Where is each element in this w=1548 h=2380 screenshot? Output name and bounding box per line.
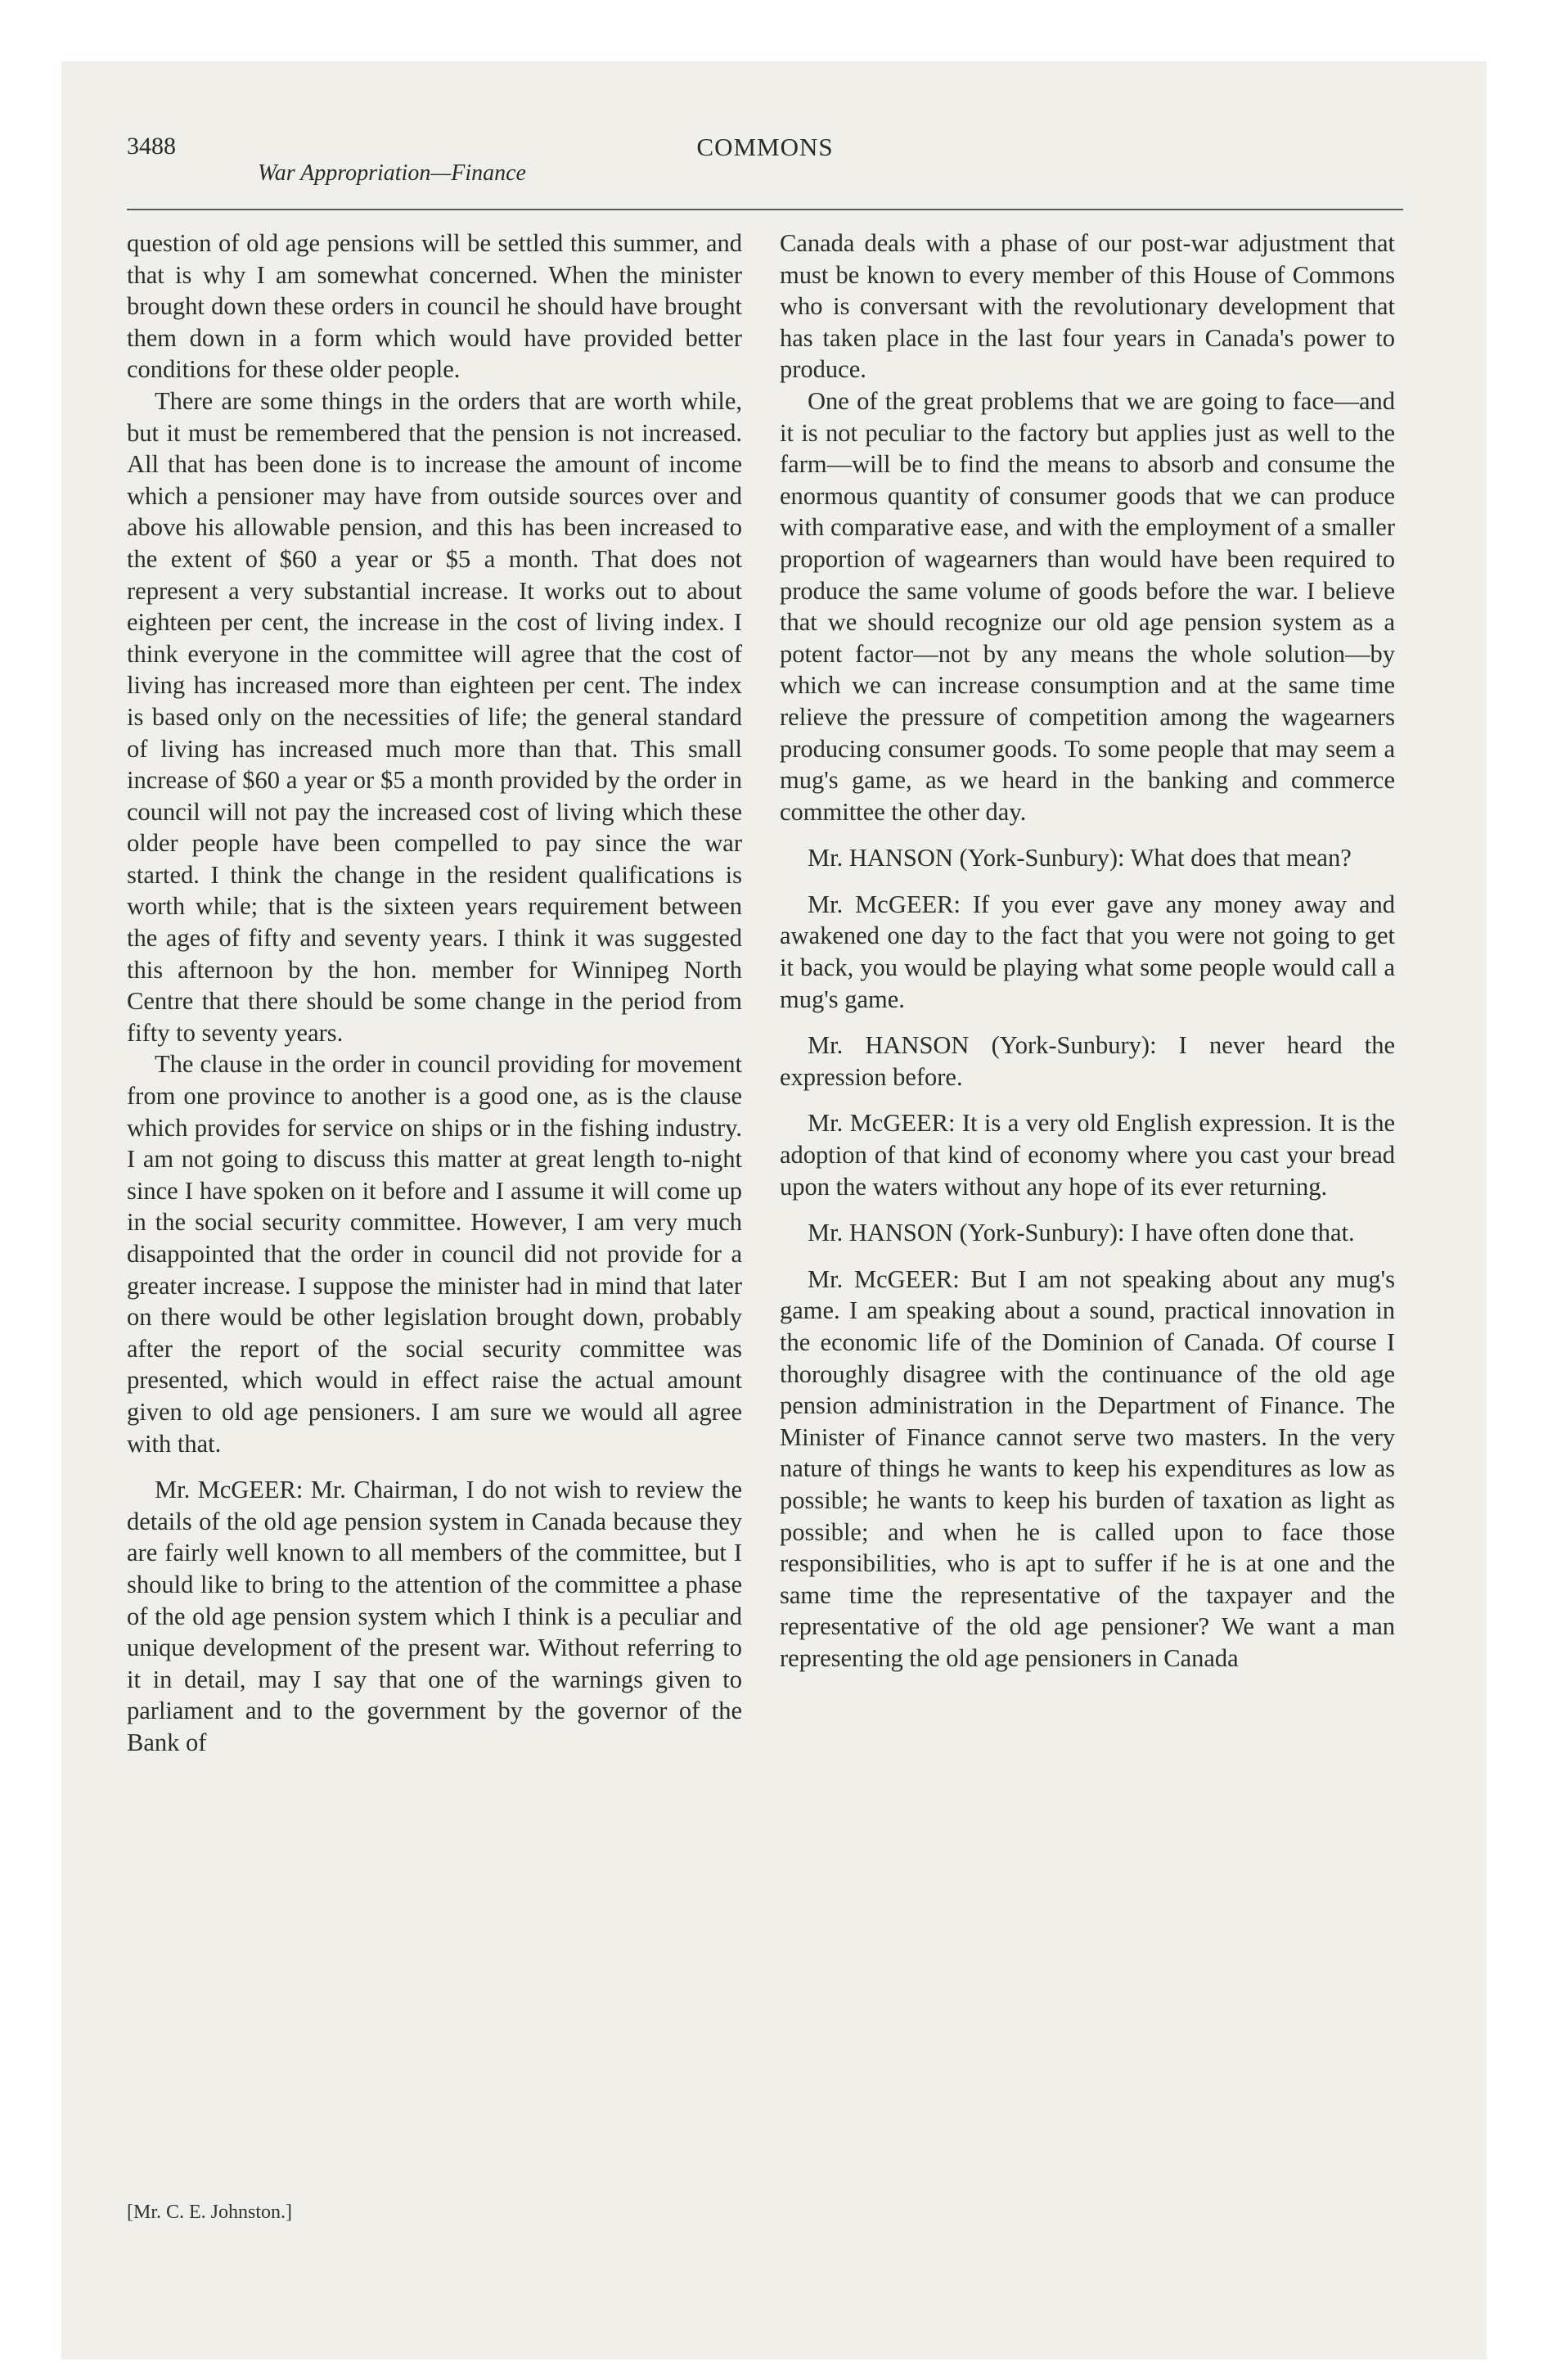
section-subject: War Appropriation—Finance [258,160,526,186]
speech-paragraph: Mr. HANSON (York-Sunbury): I never heard the expression before. [780,1031,1395,1091]
speech-paragraph: Mr. McGEER: Mr. Chairman, I do not wish to review the details of the old age pension system in Canada because they are fairly well known to all members of the committee, but I should like to bring to the attention of the committee a phase of the old age pension system which I think is a peculiar and unique development of the present war. Without referring to it in detail, may I say that one of the warnings given to parliament and to the government by the governor of the Bank of [127,1476,742,1756]
paragraph: question of old age pensions will be settled this summer, and that is why I am somewhat concerned. When the minister brought down these orders in council he should have brought them down in a form which would have provided better conditions for these older people. [127,229,742,384]
speech-paragraph: Mr. HANSON (York-Sunbury): I have often done that. [808,1219,1355,1247]
paragraph: There are some things in the orders that are worth while, but it must be remembered that the pension is not increased. All that has been done is to increase the amount of income which a pensioner may have from outside sources over and above his allowable pension, and this has been increased to the extent of $60 a year or $5 a month. That does not represent a very substantial increase. It works out to about eighteen per cent, the increase in the cost of living index. I think everyone in the committee will agree that the cost of living has increased more than eighteen per cent. The index is based only on the necessities of life; the general standard of living has increased much more than that. This small increase of $60 a year or $5 a month provided by the order in council will not pay the increased cost of living which these older people have been compelled to pay since the war started. I think the change in the resident qualifications is worth while; that is the sixteen years requirement between the ages of fifty and seventy years. I think it was suggested this afternoon by the hon. member for Winnipeg North Centre that there should be some change in the period from fifty to seventy years. [127,386,742,1047]
paragraph: One of the great problems that we are going to face—and it is not peculiar to the factory but applies just as well to the farm—will be to find the means to absorb and consume the enormous quantity of consumer goods that we can produce with comparative ease, and with the employment of a smaller proportion of wagearners than would have been required to produce the same volume of goods before the war. I believe that we should recognize our old age pension system as a potent factor—not by any means the whole solution—by which we can increase consumption and at the same time relieve the pressure of competition among the wagearners producing consumer goods. To some people that may seem a mug's game, as we heard in the banking and commerce committee the other day. [780,386,1395,826]
paragraph: The clause in the order in council providing for movement from one province to another is a good one, as is the clause which provides for service on ships or in the fishing industry. I am not going to discuss this matter at great length to-night since I have spoken on it before and I assume it will come up in the social security committee. However, I am very much disappointed that the order in council did not provide for a greater increase. I suppose the minister had in mind that later on there would be other legislation brought down, probably after the report of the social security committee was presented, which would in effect raise the actual amount given to old age pensioners. I am sure we would all agree with that. [127,1050,742,1458]
page-number: 3488 [127,133,176,160]
journal-title: COMMONS [696,133,834,161]
speech-paragraph: Mr. HANSON (York-Sunbury): What does that mean? [808,844,1352,872]
left-column [127,228,742,1759]
speech-paragraph: Mr. McGEER: But I am not speaking about any mug's game. I am speaking about a sound, practical innovation in the economic life of the Dominion of Canada. Of course I thoroughly disagree with the continuance of the old age pension administration in the Department of Finance. The Minister of Finance cannot serve two masters. In the very nature of things he wants to keep his expenditures as low as possible; he wants to keep his burden of taxation as light as possible; and when he is called upon to face those responsibilities, who is apt to suffer if he is at one and the same time the representative of the taxpayer and the representative of the old age pensioner? We want a man representing the old age pensioners in Canada [780,1264,1395,1672]
speech-paragraph: Mr. McGEER: It is a very old English expression. It is the adoption of that kind of economy where you cast your bread upon the waters without any hope of its ever returning. [780,1109,1395,1201]
paragraph: Canada deals with a phase of our post-war adjustment that must be known to every member of this House of Commons who is conversant with the revolutionary development that has taken place in the last four years in Canada's power to produce. [780,229,1395,384]
right-column [780,228,1395,1675]
speech-paragraph: Mr. McGEER: If you ever gave any money away and awakened one day to the fact that you were not going to get it back, you would be playing what some people would call a mug's game. [780,890,1395,1013]
page-header [127,133,1403,192]
speaker-footnote: [Mr. C. E. Johnston.] [127,2202,293,2223]
header-rule [127,209,1403,210]
